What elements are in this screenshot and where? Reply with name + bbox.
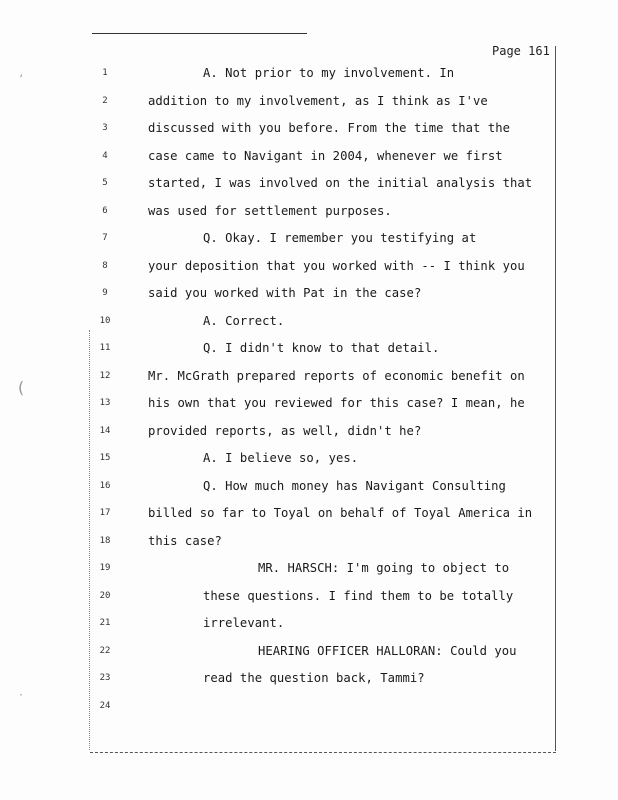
transcript-line: Mr. McGrath prepared reports of economic benefit on bbox=[148, 369, 525, 383]
line-number: 15 bbox=[99, 453, 111, 463]
transcript-line: A. Not prior to my involvement. In bbox=[203, 66, 455, 80]
transcript-line: his own that you reviewed for this case? I mean, he bbox=[148, 396, 525, 410]
transcript-line: this case? bbox=[148, 534, 222, 548]
line-number: 2 bbox=[102, 96, 108, 106]
transcript-line: started, I was involved on the initial analysis that bbox=[148, 176, 533, 190]
line-number: 1 bbox=[102, 68, 108, 78]
line-number: 21 bbox=[99, 618, 111, 628]
line-number: 14 bbox=[99, 426, 111, 436]
page-number: Page 161 bbox=[492, 44, 550, 58]
transcript-line: your deposition that you worked with -- I think you bbox=[148, 259, 525, 273]
transcript-line: A. I believe so, yes. bbox=[203, 451, 359, 465]
transcript-line: HEARING OFFICER HALLORAN: Could you bbox=[258, 644, 517, 658]
line-number: 3 bbox=[102, 123, 108, 133]
line-number: 12 bbox=[99, 371, 111, 381]
line-number: 19 bbox=[99, 563, 111, 573]
transcript-line: read the question back, Tammi? bbox=[203, 671, 425, 685]
transcript-line: Q. Okay. I remember you testifying at bbox=[203, 231, 477, 245]
line-number: 4 bbox=[102, 151, 108, 161]
bottom-rule bbox=[90, 752, 556, 753]
scan-speck: ( bbox=[16, 378, 26, 397]
line-number: 16 bbox=[99, 481, 111, 491]
line-number: 20 bbox=[99, 591, 111, 601]
transcript-line: addition to my involvement, as I think as I've bbox=[148, 94, 488, 108]
transcript-line: said you worked with Pat in the case? bbox=[148, 286, 422, 300]
top-rule bbox=[92, 33, 307, 34]
line-number: 8 bbox=[102, 261, 108, 271]
transcript-line: discussed with you before. From the time that the bbox=[148, 121, 510, 135]
line-number: 10 bbox=[99, 316, 111, 326]
transcript-line: irrelevant. bbox=[203, 616, 285, 630]
left-margin-rule bbox=[89, 330, 90, 750]
transcript-line: case came to Navigant in 2004, whenever we first bbox=[148, 149, 503, 163]
transcript-line: billed so far to Toyal on behalf of Toyal America in bbox=[148, 506, 533, 520]
scan-speck: · bbox=[18, 690, 25, 701]
line-number: 9 bbox=[102, 288, 108, 298]
right-margin-rule bbox=[555, 46, 556, 751]
line-number: 22 bbox=[99, 646, 111, 656]
transcript-line: A. Correct. bbox=[203, 314, 285, 328]
transcript-line: Q. I didn't know to that detail. bbox=[203, 341, 440, 355]
transcript-line: provided reports, as well, didn't he? bbox=[148, 424, 422, 438]
transcript-line: Q. How much money has Navigant Consulting bbox=[203, 479, 506, 493]
transcript-line: these questions. I find them to be totally bbox=[203, 589, 514, 603]
scan-speck: ’ bbox=[18, 74, 25, 85]
transcript-line: was used for settlement purposes. bbox=[148, 204, 392, 218]
line-number: 11 bbox=[99, 343, 111, 353]
line-number: 18 bbox=[99, 536, 111, 546]
line-number: 23 bbox=[99, 673, 111, 683]
line-number: 13 bbox=[99, 398, 111, 408]
line-number: 6 bbox=[102, 206, 108, 216]
line-number: 17 bbox=[99, 508, 111, 518]
line-number: 5 bbox=[102, 178, 108, 188]
line-number: 7 bbox=[102, 233, 108, 243]
line-number: 24 bbox=[99, 701, 111, 711]
transcript-line: MR. HARSCH: I'm going to object to bbox=[258, 561, 510, 575]
